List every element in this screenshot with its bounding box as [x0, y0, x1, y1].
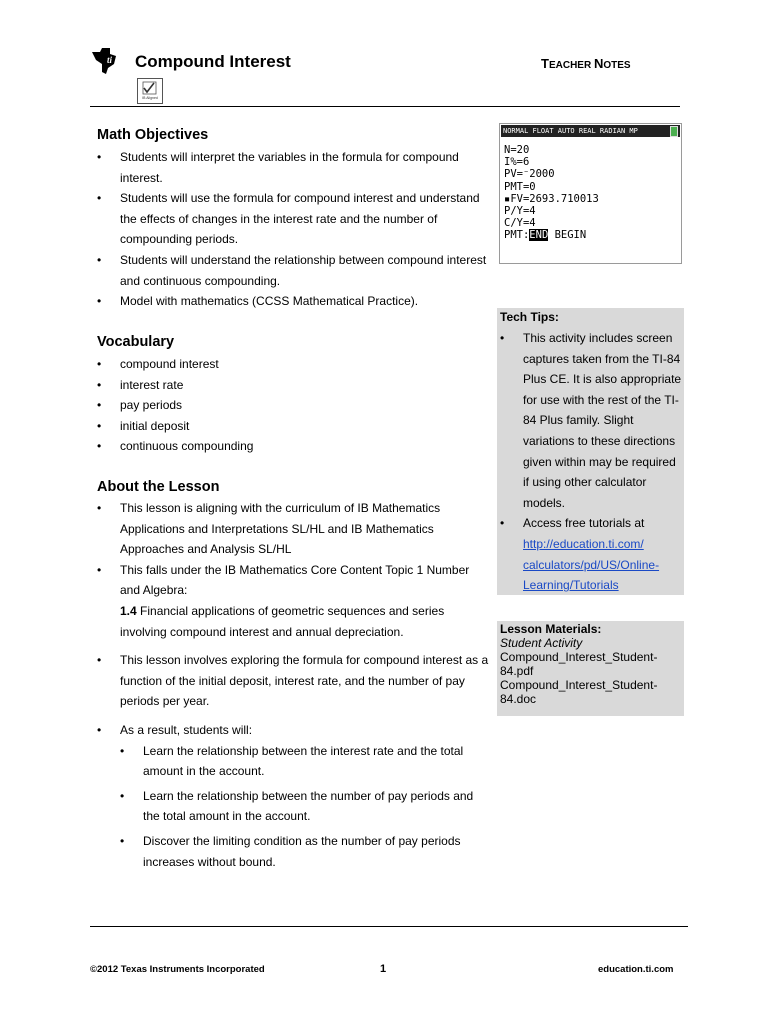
list-item: • continuous compounding	[97, 436, 487, 457]
tutorials-link[interactable]: http://education.ti.com/ calculators/pd/US/Online-Learning/Tutorials	[523, 536, 660, 593]
list-item: • This lesson is aligning with the curriculum of IB Mathematics Applications and Interpretations SL/HL and IB Mathematics Approaches and Analysis SL/HL	[97, 498, 489, 560]
math-objectives-heading: Math Objectives	[97, 127, 209, 143]
calculator-tvm-lines: N=20 I%=6 PV=⁻2000 PMT=0 ▪FV=2693.710013 P/Y=4 C/Y=4 PMT:END BEGIN	[504, 144, 599, 242]
svg-text:IB Aligned: IB Aligned	[142, 96, 158, 100]
page-title: Compound Interest	[135, 52, 291, 71]
footer-site: education.ti.com	[598, 964, 674, 975]
page-number: 1	[380, 963, 387, 975]
list-item: • interest rate	[97, 375, 487, 396]
ti-logo-icon	[90, 44, 122, 76]
tech-tips-list	[500, 328, 682, 596]
list-item: • Students will use the formula for compound interest and understand the effects of changes in the interest rate and the number of compounding periods.	[97, 188, 487, 250]
list-item: • Learn the relationship between the interest rate and the total amount in the account.	[120, 741, 489, 782]
teacher-notes-label: TEACHER NOTES	[541, 56, 631, 71]
lesson-materials-subheading: Student Activity	[500, 636, 583, 650]
tech-tips-heading: Tech Tips:	[500, 310, 559, 324]
vocabulary-heading: Vocabulary	[97, 334, 175, 350]
list-item: • compound interest	[97, 354, 487, 375]
list-item: • pay periods	[97, 395, 487, 416]
footer-copyright: ©2012 Texas Instruments Incorporated	[90, 964, 265, 975]
about-list	[97, 498, 489, 872]
tech-tips-box	[497, 308, 684, 595]
list-item: • Students will interpret the variables in the formula for compound interest.	[97, 147, 487, 188]
list-item: • This falls under the IB Mathematics Core Content Topic 1 Number and Algebra: 1.4 Financial applications of geometric sequences and series involving compound interest and annual depreciation.	[97, 560, 489, 642]
list-item: • As a result, students will: • Learn the relationship between the interest rate and the total amount in the account. • Learn the relationship between the number of pay periods and the total amount in the account. • Discover the limiting condition as the number of pay periods increases without bound.	[97, 720, 489, 872]
calculator-screenshot	[499, 123, 682, 264]
lesson-file-doc: Compound_Interest_Student-84.doc	[500, 678, 658, 706]
about-heading: About the Lesson	[97, 479, 220, 495]
list-item: • Learn the relationship between the number of pay periods and the total amount in the account.	[120, 786, 489, 827]
checkmark-icon	[138, 79, 162, 103]
ib-aligned-badge	[137, 78, 163, 104]
svg-text:ti: ti	[107, 55, 113, 65]
battery-icon	[670, 126, 678, 137]
list-item: • Model with mathematics (CCSS Mathematical Practice).	[97, 291, 487, 312]
footer-divider	[90, 926, 688, 927]
list-item: • This activity includes screen captures taken from the TI-84 Plus CE. It is also appropriate for use with the rest of the TI-84 Plus family. Slight variations to these directions given within may be required if using other calculator models.	[500, 328, 682, 513]
math-objectives-list	[97, 147, 487, 312]
list-item: • Students will understand the relationship between compound interest and continuous compounding.	[97, 250, 487, 291]
lesson-file-pdf: Compound_Interest_Student-84.pdf	[500, 650, 658, 678]
vocabulary-list	[97, 354, 487, 457]
header-divider	[90, 106, 680, 107]
list-item: • Access free tutorials at http://education.ti.com/ calculators/pd/US/Online-Learning/Tutorials	[500, 513, 682, 595]
lesson-materials-heading: Lesson Materials:	[500, 622, 602, 636]
calculator-status-bar: NORMAL FLOAT AUTO REAL RADIAN MP	[501, 125, 680, 137]
list-item: • Discover the limiting condition as the number of pay periods increases without bound.	[120, 831, 489, 872]
outcomes-list	[120, 741, 489, 873]
list-item: • initial deposit	[97, 416, 487, 437]
list-item: • This lesson involves exploring the formula for compound interest as a function of the initial deposit, interest rate, and the number of pay periods per year.	[97, 650, 489, 712]
lesson-materials-box	[497, 621, 684, 716]
